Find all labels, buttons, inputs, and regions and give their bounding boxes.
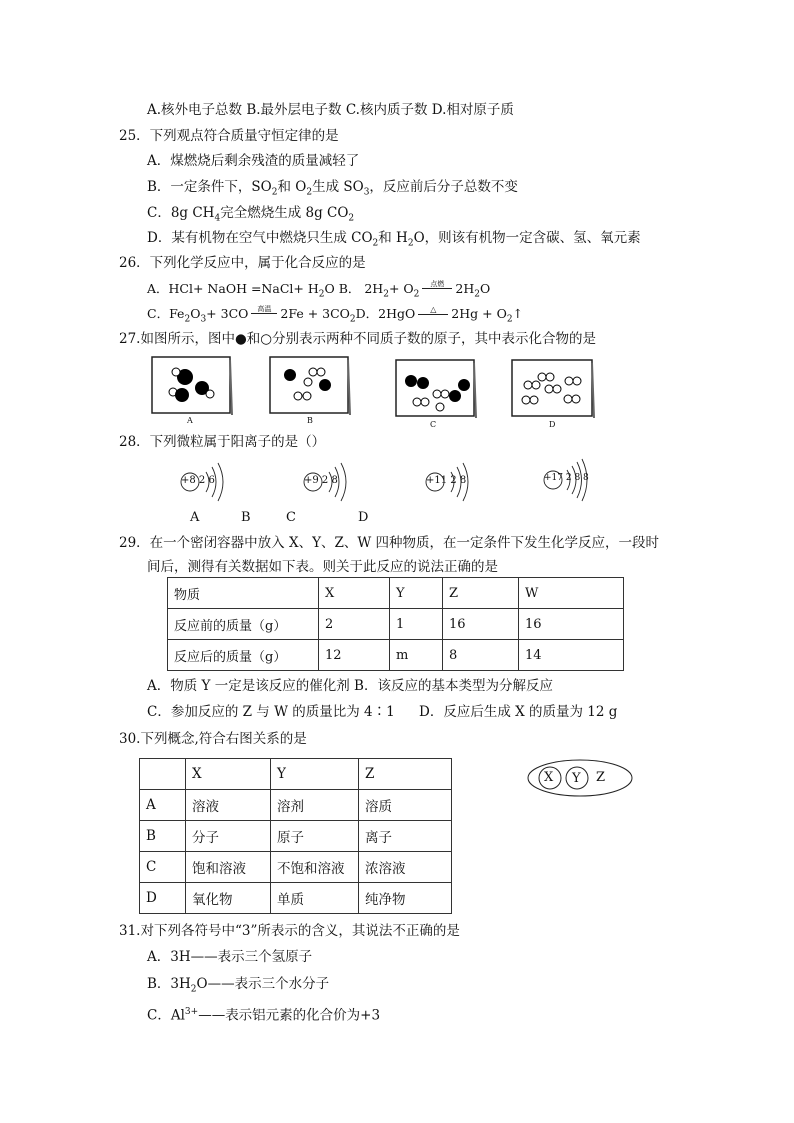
q30-venn-y: Y <box>572 771 581 786</box>
q30-venn-z: Z <box>596 770 606 785</box>
table-cell: Y <box>390 578 443 609</box>
q29-stem-line2: 间后，测得有关数据如下表。则关于此反应的说法正确的是 <box>147 559 498 575</box>
table-cell: 饱和溶液 <box>186 852 271 883</box>
high-temp-condition: 高温 <box>251 305 277 314</box>
q27-stem: 27.如图所示，图中●和○分别表示两种不同质子数的原子，其中表示化合物的是 <box>119 331 597 347</box>
q25-option-a: A．煤燃烧后剩余残渣的质量减轻了 <box>147 153 360 169</box>
table-row <box>140 759 452 790</box>
q30-venn-diagram <box>526 758 636 798</box>
table-cell: 反应前的质量（g） <box>168 609 319 640</box>
table-cell: 分子 <box>186 821 271 852</box>
q25-option-d: D．某有机物在空气中燃烧只生成 $CO_2$和 $H_2O$，则该有机物一定含碳、氢、氧元素 <box>147 230 641 249</box>
q29-option-d: D．反应后生成 X 的质量为 12 g <box>419 704 618 720</box>
table-cell: 2 <box>319 609 390 640</box>
q31-stem: 31.对下列各符号中“3”所表示的含义，其说法不正确的是 <box>119 923 460 939</box>
table-cell: Z <box>359 759 452 790</box>
q27-label-b: B <box>307 416 313 425</box>
table-cell <box>140 759 186 790</box>
table-cell: Z <box>443 578 519 609</box>
table-cell: 反应后的质量（g） <box>168 640 319 671</box>
table-cell: X <box>186 759 271 790</box>
table-cell: 16 <box>519 609 624 640</box>
table-cell: W <box>519 578 624 609</box>
q31-option-b: B．$3H_2O——$表示三个水分子 <box>147 976 330 995</box>
table-cell: 14 <box>519 640 624 671</box>
table-cell: 原子 <box>271 821 359 852</box>
q28-atom-a-numbers: +8 2 6 <box>181 475 215 486</box>
q27-box-b <box>270 357 350 415</box>
table-row <box>168 609 624 640</box>
q27-label-a: A <box>187 416 193 425</box>
q28-atom-b-numbers: +9 2 8 <box>304 475 338 486</box>
q25-stem: 25．下列观点符合质量守恒定律的是 <box>119 128 339 144</box>
table-cell: C <box>140 852 186 883</box>
q24-options: A.核外电子总数 B.最外层电子数 C.核内质子数 D.相对原子质 <box>147 102 514 118</box>
table-cell: 离子 <box>359 821 452 852</box>
q30-stem: 30.下列概念,符合右图关系的是 <box>119 731 307 747</box>
table-cell: 1 <box>390 609 443 640</box>
table-row <box>140 883 452 914</box>
q31-option-a: A．3H——表示三个氢原子 <box>147 949 313 965</box>
q28-atom-diagrams <box>175 458 595 508</box>
table-cell: D <box>140 883 186 914</box>
table-cell: B <box>140 821 186 852</box>
table-cell: 不饱和溶液 <box>271 852 359 883</box>
table-cell: Y <box>271 759 359 790</box>
table-cell: 溶剂 <box>271 790 359 821</box>
table-cell: 8 <box>443 640 519 671</box>
q27-label-c: C <box>430 420 437 429</box>
q25-option-b: B．一定条件下，$SO_2$和 $O_2$生成 $SO_3$，反应前后分子总数不变 <box>147 179 518 198</box>
q29-data-table <box>167 577 624 671</box>
table-cell: 溶液 <box>186 790 271 821</box>
q26-line-ab: A．HCl+ NaOH =NaCl+ $H_2O$ B． $2H_2+ O_2$点燃 $2H_2O$ <box>147 280 491 300</box>
table-cell: 氧化物 <box>186 883 271 914</box>
q26-stem: 26．下列化学反应中，属于化合反应的是 <box>119 255 366 271</box>
q27-box-c <box>396 360 476 418</box>
q27-box-a <box>152 357 232 415</box>
table-cell: 12 <box>319 640 390 671</box>
q27-box-d <box>512 360 594 418</box>
table-row <box>140 821 452 852</box>
table-row <box>140 852 452 883</box>
table-row <box>140 790 452 821</box>
table-cell: 浓溶液 <box>359 852 452 883</box>
table-cell: 单质 <box>271 883 359 914</box>
table-row <box>168 640 624 671</box>
q26-line-cd: C．$Fe_2O_3+ 3CO$ 高温 $2Fe + 3CO_2D$．2HgO △ $2Hg + O_2↑$ <box>147 305 524 325</box>
heat-condition: △ <box>418 305 448 315</box>
q30-venn-x: X <box>544 770 554 785</box>
q27-molecule-figure <box>150 355 600 430</box>
table-cell: 物质 <box>168 578 319 609</box>
q29-options-ab: A．物质 Y 一定是该反应的催化剂 B．该反应的基本类型为分解反应 <box>147 678 553 694</box>
q28-atom-d-numbers: +17 2 8 8 <box>544 473 589 483</box>
table-cell: 16 <box>443 609 519 640</box>
table-row <box>168 578 624 609</box>
q30-concept-table <box>139 758 452 914</box>
table-cell: 纯净物 <box>359 883 452 914</box>
table-cell: X <box>319 578 390 609</box>
q29-stem-line1: 29．在一个密闭容器中放入 X、Y、Z、W 四种物质，在一定条件下发生化学反应，一段时 <box>119 535 660 551</box>
ignite-condition: 点燃 <box>422 280 452 289</box>
q27-label-d: D <box>549 420 556 429</box>
q28-label-b: B <box>241 510 251 525</box>
q28-stem: 28．下列微粒属于阳离子的是（） <box>119 434 326 450</box>
q28-label-d: D <box>358 510 369 525</box>
q28-atom-c-numbers: +11 2 8 <box>426 475 467 486</box>
q28-label-c: C <box>286 510 296 525</box>
q31-option-c: C．$Al^{3+}——$表示铝元素的化合价为+3 <box>147 1007 381 1024</box>
q25-option-c: C．8g $CH_4$完全燃烧生成 8g $CO_2$ <box>147 205 355 224</box>
table-cell: 溶质 <box>359 790 452 821</box>
table-cell: m <box>390 640 443 671</box>
table-cell: A <box>140 790 186 821</box>
q29-option-c: C．参加反应的 Z 与 W 的质量比为 4∶1 <box>147 704 395 720</box>
q28-label-a: A <box>190 510 200 525</box>
